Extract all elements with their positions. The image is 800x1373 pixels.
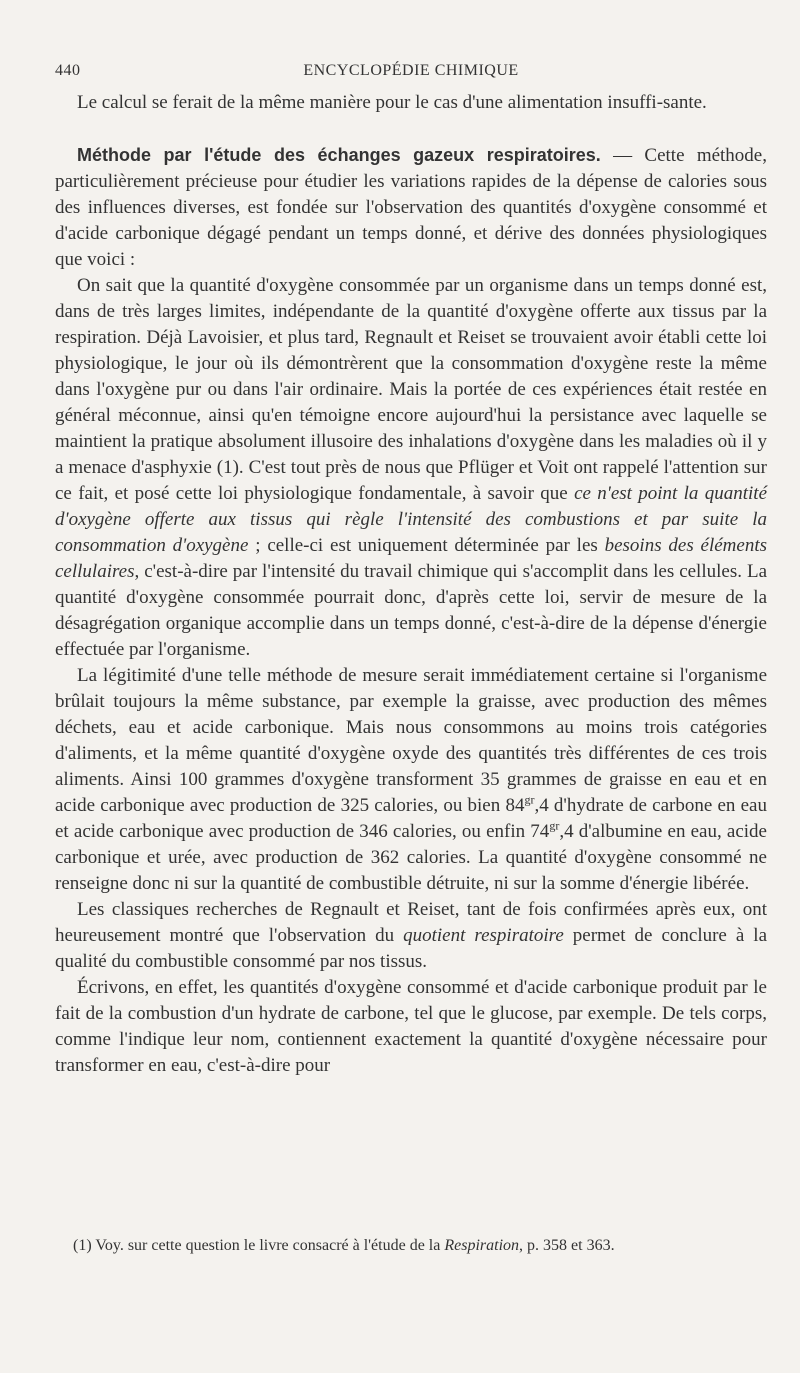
italic-law-statement: ce n'est point la quantité d'oxygène offerte aux tissus qui règle l'intensité des combustions et par suite la consommation d'oxygène <box>55 483 767 556</box>
italic-respiratory-quotient: quotient respiratoire <box>403 925 564 946</box>
paragraph-method <box>55 142 767 273</box>
paragraph-intro: Le calcul se ferait de la même manière pour le cas d'une alimentation insuffi-sante. <box>77 92 707 113</box>
text-run: ,4 d'albumine en eau, acide carbonique et urée, avec production de 362 calories. La quantité d'oxygène consommé ne renseigne donc ni sur la quantité de combustible détruite, ni sur la somme d'énergie libérée. <box>55 821 767 894</box>
text-run: , c'est-à-dire par l'intensité du travail chimique qui s'accomplit dans les cellules. La quantité d'oxygène consommée pourrait donc, d'après cette loi, servir de mesure de la désagrégation organique accomplie dans un temps donné, c'est-à-dire de la dépense d'énergie effectuée par l'organisme. <box>55 561 767 660</box>
paragraph-glucose: Écrivons, en effet, les quantités d'oxygène consommé et d'acide carbonique produit par le fait de la combustion d'un hydrate de carbone, tel que le glucose, par exemple. De tels corps, comme l'indique leur nom, contiennent exactement la quantité d'oxygène nécessaire pour transformer en eau, c'est-à-dire pour <box>55 977 767 1076</box>
text-run: On sait que la quantité d'oxygène consommée par un organisme dans un temps donné est, dans de très larges limites, indépendante de la quantité d'oxygène offerte aux tissus par la respiration. Déjà Lavoisier, et plus tard, Regnault et Reiset se trouvaient avoir établi cette loi physiologique, le jour où ils démontrèrent que la consommation d'oxygène reste la même dans l'oxygène pur ou dans l'air ordinaire. Mais la portée de ces expériences était restée en général méconnue, ainsi qu'en témoigne encore aujourd'hui la persistance avec laquelle se maintient la pratique absolument illusoire des inhalations d'oxygène dans les maladies où il y a menace d'asphyxie (1). C'est tout près de nous que Pflüger et Voit ont rappelé l'attention sur ce fait, et posé cette loi physiologique fondamentale, à savoir que <box>55 275 767 504</box>
paragraph-respiratory-quotient <box>55 897 767 975</box>
section-heading: Méthode par l'étude des échanges gazeux respiratoires. <box>77 145 601 165</box>
paragraph-method-text: — Cette méthode, particulièrement précieuse pour étudier les variations rapides de la dépense de calories sous des influences diverses, est fondée sur l'observation des quantités d'oxygène consommé et d'acide carbonique dégagé pendant un temps donné, et dérive des données physiologiques que voici : <box>55 145 767 270</box>
footnote-text: (1) Voy. sur cette question le livre consacré à l'étude de la <box>73 1237 445 1254</box>
paragraph-legitimacy <box>55 663 767 897</box>
running-title: ENCYCLOPÉDIE CHIMIQUE <box>303 62 519 79</box>
text-run: Les classiques recherches de Regnault et Reiset, tant de fois confirmées après eux, ont heureusement montré que l'observation du <box>55 899 767 946</box>
footnote <box>73 1236 767 1256</box>
italic-cell-needs: besoins des éléments cellulaires <box>55 535 767 582</box>
text-run: La légitimité d'une telle méthode de mesure serait immédiatement certaine si l'organisme brûlait toujours la même substance, par exemple la graisse, avec production des mêmes déchets, eau et acide carbonique. Mais nous consommons au moins trois catégories d'aliments, et la même quantité d'oxygène oxyde des quantités très différentes de ces trois aliments. Ainsi 100 grammes d'oxygène transforment 35 grammes de graisse en eau et en acide carbonique avec production de 325 calories, ou bien 84 <box>55 665 767 816</box>
text-run: permet de conclure à la qualité du combustible consommé par nos tissus. <box>55 925 768 972</box>
page-number: 440 <box>55 62 81 79</box>
footnote-text: , p. 358 et 363. <box>519 1237 615 1254</box>
footnote-italic-title: Respiration <box>444 1237 520 1254</box>
page-header <box>55 58 767 90</box>
unit-superscript: gr <box>549 818 560 833</box>
text-run: ; celle-ci est uniquement déterminée par les <box>248 535 605 556</box>
paragraph-oxygen-law <box>55 273 767 663</box>
unit-superscript: gr <box>524 792 535 807</box>
paragraph-spacer <box>55 116 767 142</box>
text-run: ,4 d'hydrate de carbone en eau et acide carbonique avec production de 346 calories, ou enfin 74 <box>55 795 767 842</box>
